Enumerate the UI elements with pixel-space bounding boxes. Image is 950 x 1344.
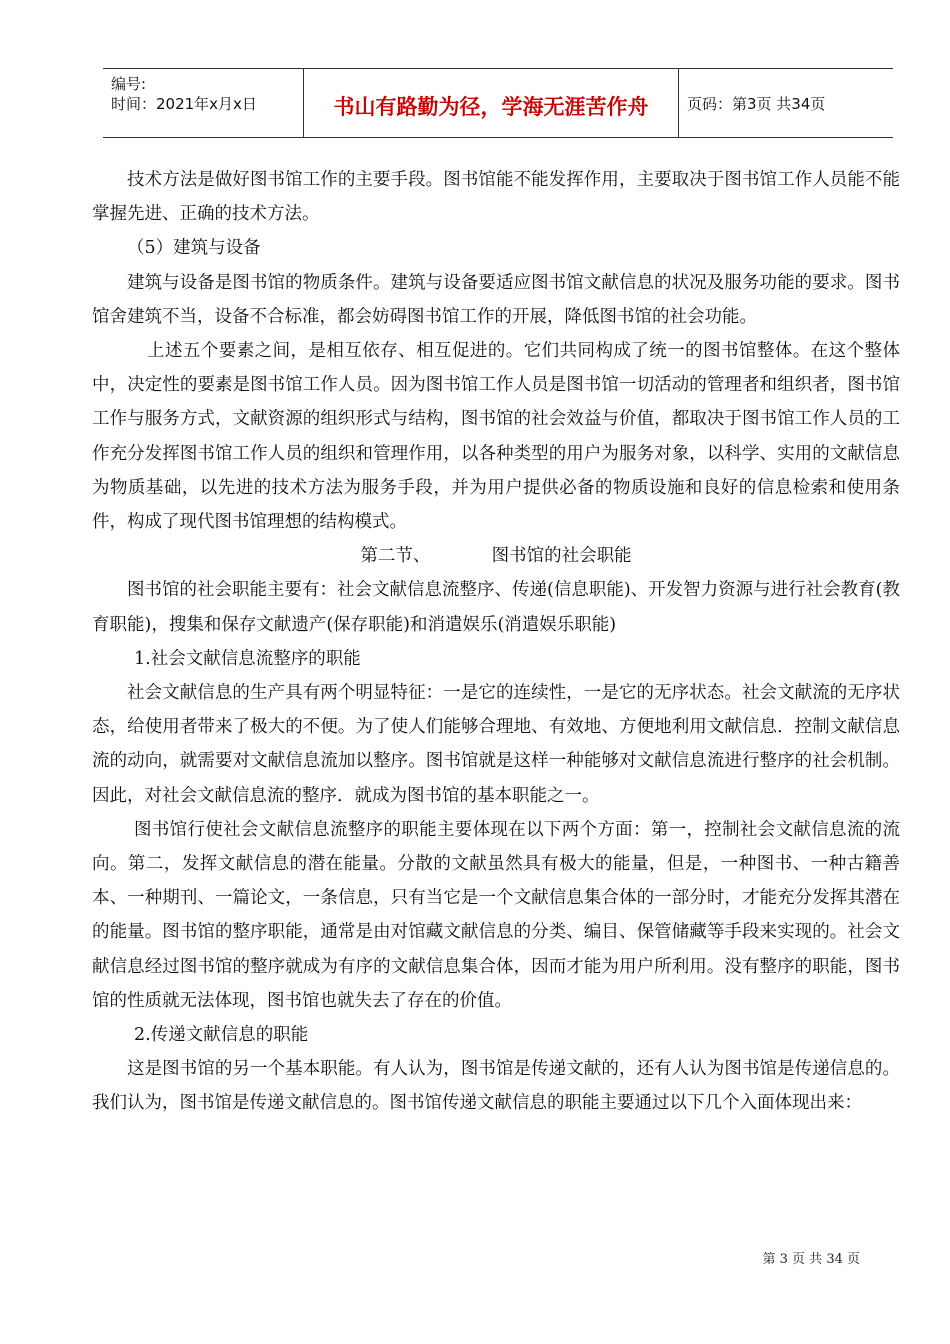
header-motto: 书山有路勤为径，学海无涯苦作舟	[304, 69, 679, 137]
page-footer: 第 3 页 共 34 页	[762, 1252, 860, 1267]
paragraph: 建筑与设备是图书馆的物质条件。建筑与设备要适应图书馆文献信息的状况及服务功能的要求。图书馆舍建筑不当，设备不合标准，都会妨碍图书馆工作的开展，降低图书馆的社会功能。	[92, 272, 900, 327]
paragraph: 这是图书馆的另一个基本职能。有人认为，图书馆是传递文献的，还有人认为图书馆是传递信息的。我们认为，图书馆是传递文献信息的。图书馆传递文献信息的职能主要通过以下几个入面体现出来：	[92, 1059, 900, 1114]
paragraph: 上述五个要素之间，是相互依存、相互促进的。它们共同构成了统一的图书馆整体。在这个整体中，决定性的要素是图书馆工作人员。因为图书馆工作人员是图书馆一切活动的管理者和组织者，图书馆工作与服务方式，文献资源的组织形式与结构，图书馆的社会效益与价值，都取决于图书馆工作人员的工作充分发挥图书馆工作人员的组织和管理作用，以各种类型的用户为服务对象，以科学、实用的文献信息为物质基础，以先进的技术方法为服务手段，并为用户提供必备的物质设施和良好的信息检索和使用条件，构成了现代图书馆理想的结构模式。	[92, 341, 900, 533]
header-page-info: 页码：第3页 共34页	[687, 94, 826, 113]
document-body	[92, 163, 900, 1121]
paragraph: 技术方法是做好图书馆工作的主要手段。图书馆能不能发挥作用，主要取决于图书馆工作人员能不能掌握先进、正确的技术方法。	[92, 170, 900, 225]
section-subheading: 2.传递文献信息的职能	[134, 1025, 309, 1046]
section-subheading: （5）建筑与设备	[127, 238, 261, 259]
page-header	[103, 68, 893, 138]
time-label: 时间：2021年x月x日	[111, 95, 257, 113]
section-heading: 第二节、 图书馆的社会职能	[360, 546, 632, 567]
paragraph: 图书馆的社会职能主要有：社会文献信息流整序、传递(信息职能)、开发智力资源与进行社会教育(教育职能)，搜集和保存文献遗产(保存职能)和消遣娱乐(消遣娱乐职能)	[92, 580, 900, 635]
section-subheading: 1.社会文献信息流整序的职能	[134, 648, 361, 669]
paragraph: 图书馆行使社会文献信息流整序的职能主要体现在以下两个方面：第一，控制社会文献信息流的流向。第二，发挥文献信息的潜在能量。分散的文献虽然具有极大的能量，但是，一种图书、一种古籍善本、一种期刊、一篇论文，一条信息，只有当它是一个文献信息集合体的一部分时，才能充分发挥其潜在的能量。图书馆的整序职能，通常是由对馆藏文献信息的分类、编目、保管储藏等手段来实现的。社会文献信息经过图书馆的整序就成为有序的文献信息集合体，因而才能为用户所利用。没有整序的职能，图书馆的性质就无法体现，图书馆也就失去了存在的价值。	[92, 819, 900, 1011]
header-meta-cell	[103, 69, 304, 137]
number-label: 编号:	[111, 75, 147, 93]
paragraph: 社会文献信息的生产具有两个明显特征：一是它的连续性，一是它的无序状态。社会文献流的无序状态，给使用者带来了极大的不便。为了使人们能够合理地、有效地、方便地利用文献信息．控制文献信息流的动向，就需要对文献信息流加以整序。图书馆就是这样一种能够对文献信息流进行整序的社会机制。因此，对社会文献信息流的整序．就成为图书馆的基本职能之一。	[92, 683, 900, 806]
